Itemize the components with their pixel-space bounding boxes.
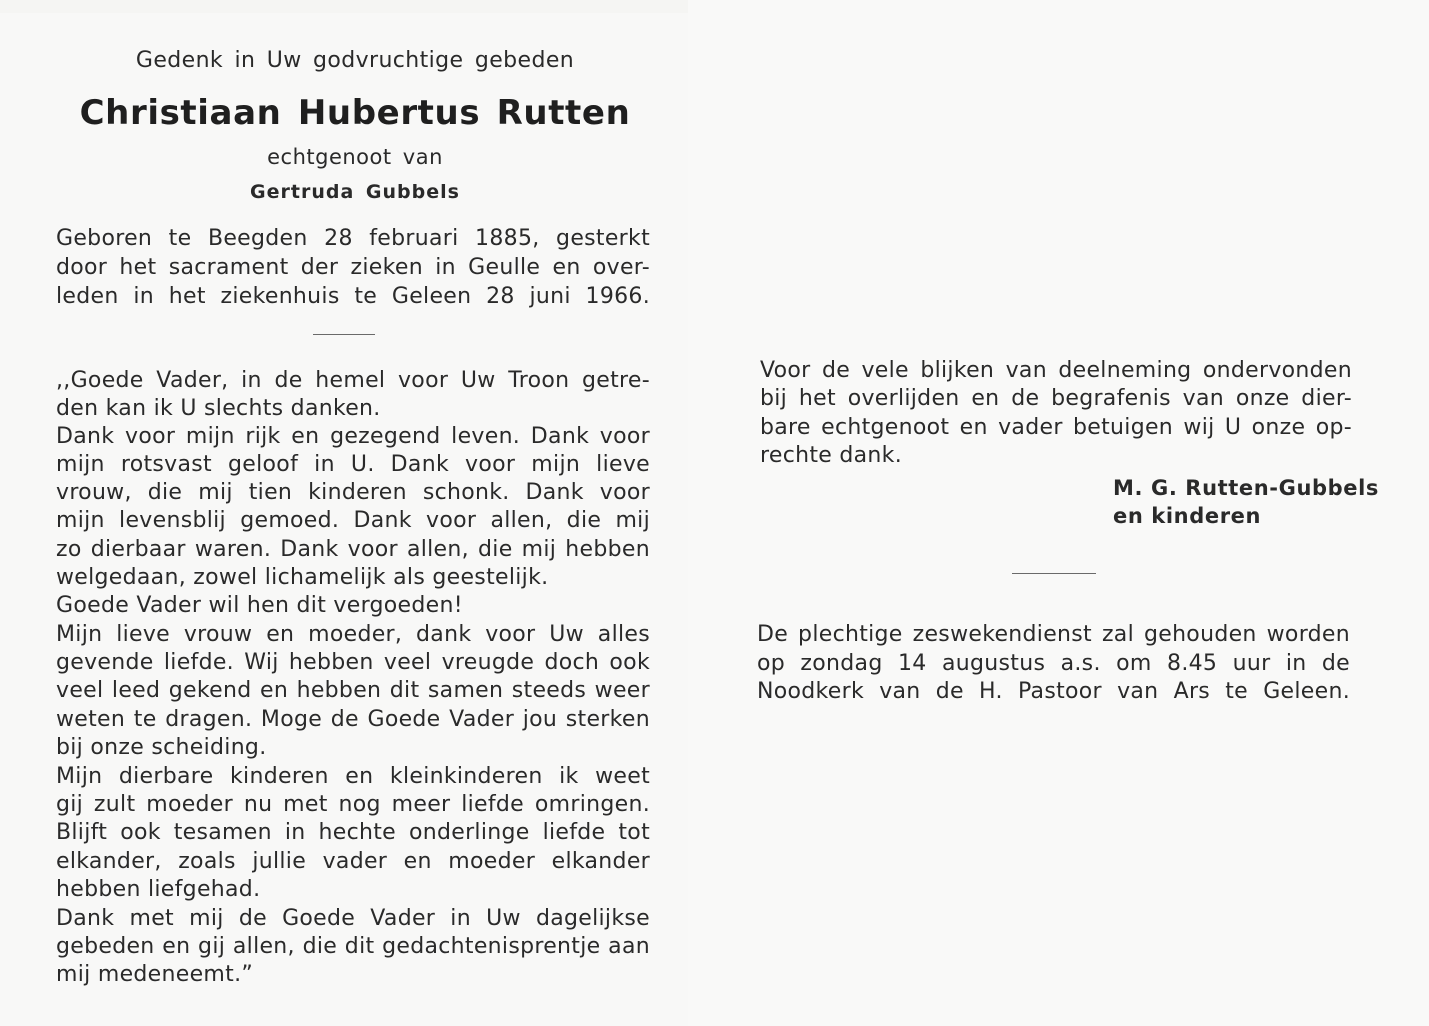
- spouse-label: echtgenoot van: [267, 145, 443, 169]
- signature-line: M. G. Rutten-Gubbels: [1113, 476, 1380, 500]
- header-line: Gedenk in Uw godvruchtige gebeden: [135, 48, 575, 73]
- prayer-line: elkander, zoals jullie vader en moeder elkander: [56, 849, 650, 874]
- signature-line: en kinderen: [1113, 504, 1262, 528]
- prayer-line: Dank voor mijn rijk en gezegend leven. Dank voor: [56, 424, 650, 449]
- prayer-line: Mijn dierbare kinderen en kleinkinderen ik weet: [56, 764, 650, 789]
- service-line: De plechtige zeswekendienst zal gehouden worden: [757, 622, 1350, 647]
- prayer-line: mij medeneemt.”: [56, 962, 254, 987]
- prayer-line: Goede Vader wil hen dit vergoeden!: [56, 593, 463, 618]
- right-page: [688, 0, 1429, 1026]
- thanks-line: Voor de vele blijken van deelneming ondervonden: [760, 358, 1352, 383]
- prayer-line: Blijft ook tesamen in hechte onderlinge liefde tot: [56, 820, 650, 845]
- prayer-line: veel leed gekend en hebben dit samen steeds weer: [56, 678, 650, 703]
- prayer-line: bij onze scheiding.: [56, 735, 267, 760]
- prayer-line: welgedaan, zowel lichamelijk als geestelijk.: [56, 565, 549, 590]
- prayer-line: ,,Goede Vader, in de hemel voor Uw Troon getre-: [56, 368, 650, 393]
- prayer-line: zo dierbaar waren. Dank voor allen, die mij hebben: [56, 537, 650, 562]
- prayer-line: gebeden en gij allen, die dit gedachtenisprentje aan: [56, 934, 650, 959]
- divider: [313, 334, 375, 335]
- prayer-line: mijn rotsvast geloof in U. Dank voor mijn lieve: [56, 452, 650, 477]
- prayer-line: gevende liefde. Wij hebben veel vreugde doch ook: [56, 650, 650, 675]
- prayer-line: mijn levensblij gemoed. Dank voor allen, die mij: [56, 508, 650, 533]
- bio-line: Geboren te Beegden 28 februari 1885, gesterkt: [56, 226, 650, 251]
- spouse-name: Gertruda Gubbels: [250, 181, 460, 203]
- divider: [1012, 573, 1096, 574]
- deceased-name: Christiaan Hubertus Rutten: [79, 93, 631, 133]
- prayer-line: gij zult moeder nu met nog meer liefde omringen.: [56, 792, 650, 817]
- bio-line: leden in het ziekenhuis te Geleen 28 juni 1966.: [56, 284, 650, 309]
- prayer-line: den kan ik U slechts danken.: [56, 396, 381, 421]
- prayer-line: Dank met mij de Goede Vader in Uw dagelijkse: [56, 906, 650, 931]
- thanks-line: rechte dank.: [760, 443, 903, 468]
- thanks-line: bij het overlijden en de begrafenis van onze dier-: [760, 386, 1352, 411]
- prayer-line: hebben liefgehad.: [56, 877, 261, 902]
- bio-line: door het sacrament der zieken in Geulle en over-: [56, 255, 650, 280]
- prayer-line: Mijn lieve vrouw en moeder, dank voor Uw alles: [56, 622, 650, 647]
- prayer-line: weten te dragen. Moge de Goede Vader jou sterken: [56, 707, 650, 732]
- service-line: op zondag 14 augustus a.s. om 8.45 uur in de: [757, 651, 1350, 676]
- thanks-line: bare echtgenoot en vader betuigen wij U onze op-: [760, 415, 1352, 440]
- service-line: Noodkerk van de H. Pastoor van Ars te Geleen.: [757, 679, 1350, 704]
- prayer-line: vrouw, die mij tien kinderen schonk. Dank voor: [56, 480, 650, 505]
